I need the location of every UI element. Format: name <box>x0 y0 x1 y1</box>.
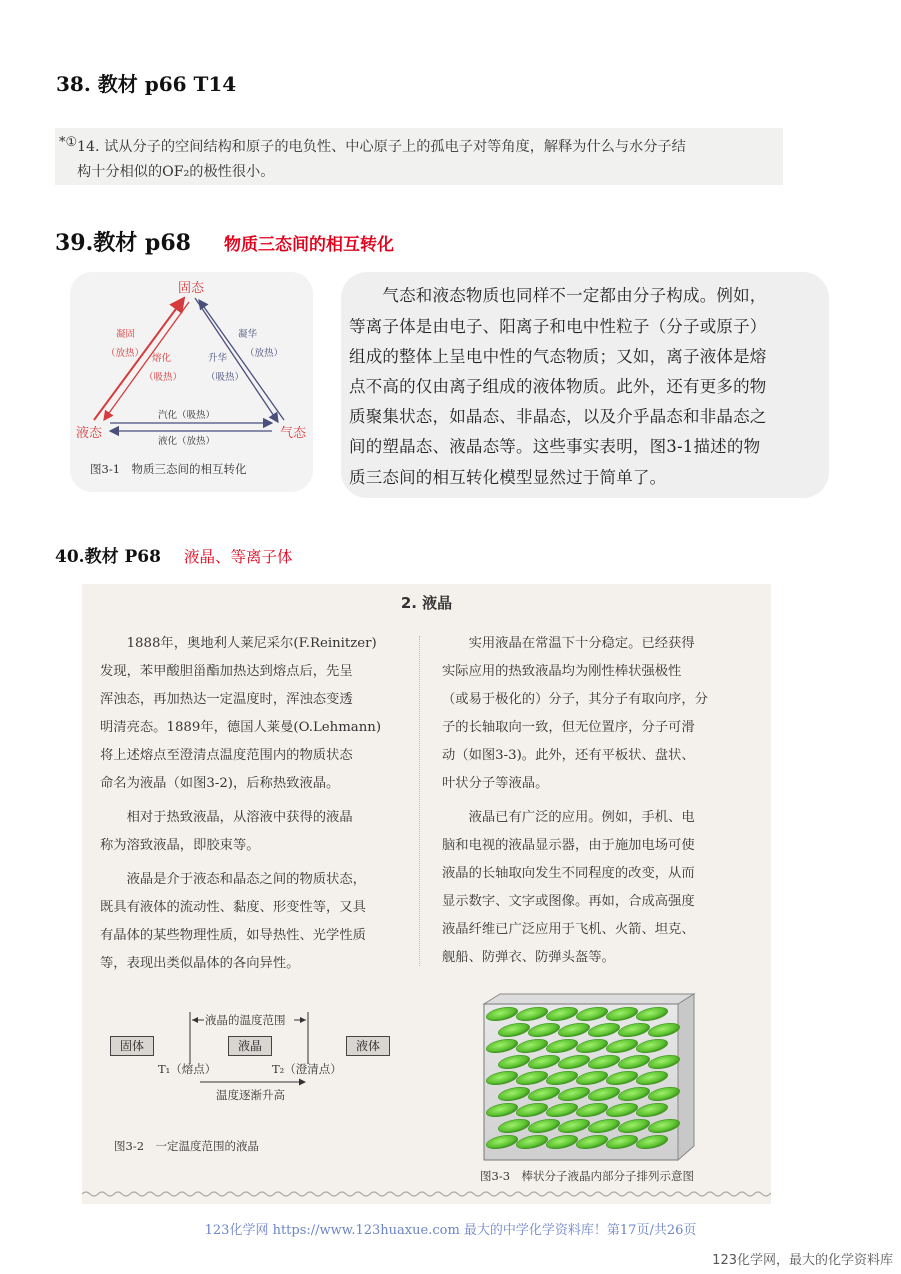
right-column-line: 显示数字、文字或图像。再如，合成高强度 <box>442 894 695 909</box>
label-melt-heat: （吸热） <box>144 372 183 383</box>
rod-molecules-figure <box>482 992 698 1164</box>
heading-39 <box>55 226 394 257</box>
range-label: 液晶的温度范围 <box>205 1013 286 1027</box>
paragraph-line: 组成的整体上呈电中性的气态物质；又如，离子液体是熔 <box>349 347 767 366</box>
left-column-line: 明清亮态。1889年，德国人莱曼(O.Lehmann) <box>100 720 382 735</box>
right-column-line: 脑和电视的液晶显示器，由于施加电场可使 <box>442 838 695 853</box>
wavy-bottom-border <box>82 1189 771 1199</box>
paragraph-line: 质聚集状态，如晶态、非晶态，以及介乎晶态和非晶态之 <box>349 407 767 426</box>
rising-label: 温度逐渐升高 <box>216 1088 285 1102</box>
right-column-line: 液晶的长轴取向发生不同程度的改变，从而 <box>442 866 695 881</box>
left-column-line: 液晶是介于液态和晶态之间的物质状态， <box>100 872 366 887</box>
left-column-line: 相对于热致液晶，从溶液中获得的液晶 <box>100 810 353 825</box>
right-column-line: 液晶纤维已广泛应用于飞机、火箭、坦克、 <box>442 922 695 937</box>
figure-3-2-caption: 图3-2 一定温度范围的液晶 <box>114 1139 260 1153</box>
right-column-line: 实际应用的热致液晶均为刚性棒状强极性 <box>442 664 682 679</box>
left-column-line: 浑浊态，再加热达一定温度时，浑浊态变透 <box>100 692 353 707</box>
left-column-line: 等，表现出类似晶体的各向异性。 <box>100 956 300 971</box>
label-freeze-heat: （放热） <box>106 348 145 359</box>
heading-40-prefix: 40.教材 P68 <box>55 547 161 567</box>
figure-3-3-caption: 图3-3 棒状分子液晶内部分子排列示意图 <box>480 1169 695 1183</box>
paragraph-line: 点不高的仅由离子组成的液体物质。此外，还有更多的物 <box>349 377 767 396</box>
question-mark: *① <box>59 135 78 150</box>
right-column-line: 实用液晶在常温下十分稳定。已经获得 <box>442 636 695 651</box>
heading-39-prefix: 39.教材 p68 <box>55 230 191 256</box>
right-column-line: （或易于极化的）分子，其分子有取向序，分 <box>442 692 708 707</box>
left-column-line: 将上述熔点至澄清点温度范围内的物质状态 <box>100 748 353 763</box>
footer-link[interactable]: 123化学网 https://www.123huaxue.com 最大的中学化学资料库！第17页/共26页 <box>204 1223 697 1238</box>
label-liquefy: 液化（放热） <box>158 436 216 447</box>
paragraph-line: 等离子体是由电子、阳离子和电中性粒子（分子或原子） <box>349 317 767 336</box>
left-column-line: 称为溶致液晶，即胶束等。 <box>100 838 260 853</box>
label-sublime-heat: （吸热） <box>206 372 245 383</box>
heading-38: 38. 教材 p66 T14 <box>56 72 237 96</box>
label-liquid: 液态 <box>76 426 103 441</box>
label-freeze: 凝固 <box>116 329 136 340</box>
label-deposit: 凝华 <box>238 329 258 340</box>
label-deposit-heat: （放热） <box>245 348 284 359</box>
triangle-svg <box>70 272 313 492</box>
heading-39-topic: 物质三态间的相互转化 <box>224 235 395 255</box>
left-column-line: 发现，苯甲酸胆甾酯加热达到熔点后，先呈 <box>100 664 353 679</box>
label-gas: 气态 <box>280 426 307 441</box>
footer-watermark: 123化学网，最大的化学资料库 <box>712 1253 893 1268</box>
right-column-line: 动（如图3-3)。此外，还有平板状、盘状、 <box>442 748 695 763</box>
left-column-line: 1888年，奥地利人莱尼采尔(F.Reinitzer) <box>100 636 377 651</box>
heading-40-topic: 液晶、等离子体 <box>184 548 293 566</box>
right-column-line: 子的长轴取向一致，但无位置序，分子可滑 <box>442 720 695 735</box>
right-column-line: 舰船、防弹衣、防弹头盔等。 <box>442 950 615 965</box>
solid-box: 固体 <box>110 1036 154 1056</box>
t1-label: T₁（熔点） <box>158 1062 217 1076</box>
three-states-diagram <box>70 272 313 492</box>
liquid-crystal-box: 液晶 <box>228 1036 272 1056</box>
left-column-line: 既具有液体的流动性、黏度、形变性等，又具 <box>100 900 366 915</box>
label-vaporize: 汽化（吸热） <box>158 410 216 421</box>
heading-40 <box>55 542 293 567</box>
figure-3-1-caption: 图3-1 物质三态间的相互转化 <box>90 462 247 476</box>
paragraph-line: 质三态间的相互转化模型显然过于简单了。 <box>349 468 667 487</box>
section-title: 2. 液晶 <box>400 594 453 612</box>
states-paragraph-panel <box>341 272 829 498</box>
t2-label: T₂（澄清点） <box>272 1062 342 1076</box>
arrow-melt <box>104 302 189 420</box>
right-column-line: 液晶已有广泛的应用。例如，手机、电 <box>442 810 695 825</box>
label-solid: 固态 <box>178 281 205 296</box>
label-melt: 熔化 <box>152 353 172 364</box>
paragraph-line: 气态和液态物质也同样不一定都由分子构成。例如， <box>349 286 767 305</box>
label-sublime: 升华 <box>208 353 228 364</box>
left-column-line: 命名为液晶（如图3-2)，后称热致液晶。 <box>100 776 340 791</box>
question-line-1: 14. 试从分子的空间结构和原子的电负性、中心原子上的孤电子对等角度，解释为什么与水分子结 <box>77 139 686 155</box>
right-column-line: 叶状分子等液晶。 <box>442 776 549 791</box>
question-line-2: 构十分相似的OF₂的极性很小。 <box>77 164 275 180</box>
liquid-crystal-page <box>82 584 771 1204</box>
question-14-box <box>55 128 783 185</box>
liquid-box: 液体 <box>346 1036 390 1056</box>
left-column-line: 有晶体的某些物理性质，如导热性、光学性质 <box>100 928 366 943</box>
paragraph-line: 间的塑晶态、液晶态等。这些事实表明，图3-1描述的物 <box>349 437 761 456</box>
